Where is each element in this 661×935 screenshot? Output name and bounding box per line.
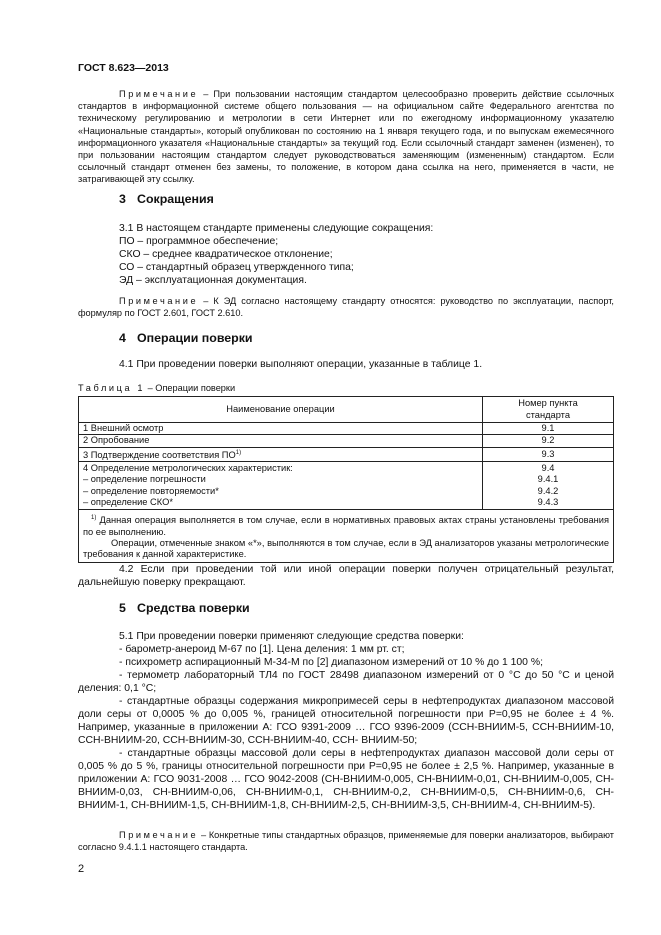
operation-subitem: – определение СКО* (83, 496, 173, 507)
means-item: - барометр-анероид М-67 по [1]. Цена деления: 1 мм рт. ст; (119, 644, 405, 655)
footnote-mark: 1) (91, 515, 97, 522)
header-line: стандарта (526, 409, 570, 420)
operation-name: 4 Определение метрологических характеристик: (83, 462, 293, 473)
operation-number: 9.4.2 (537, 485, 559, 496)
page-number: 2 (78, 863, 85, 875)
means-intro: 5.1 При проведении поверки применяют следующие средства поверки: (119, 631, 464, 642)
document-id: ГОСТ 8.623—2013 (78, 62, 169, 74)
note-label: Примечание (119, 296, 199, 306)
abbreviations-list (119, 222, 614, 287)
note-label: Примечание (119, 89, 199, 99)
operation-name: 3 Подтверждение соответствия ПО (83, 449, 236, 460)
table-caption-text: – Операции поверки (145, 383, 236, 393)
header-line: Номер пункта (518, 398, 578, 409)
operation-number: 9.2 (483, 435, 614, 447)
means-item: - стандартные образцы массовой доли серы в нефтепродуктах диапазон массовой доли серы от 0,005 % до 5 %, границы относительной погрешности при P=0,95 не более ± 2,5 %. Например, указанные в приложении А: ГСО 9031-2008 … ГСО 9042-2008 (СН-ВНИИМ-0,005, СН-ВНИИМ-0,01, СН-ВНИИМ-0,005, СН-ВНИИМ-0,03, СН-ВНИИМ-0,06, СН-ВНИИМ-0,1, СН-ВНИИМ-0,2, СН-ВНИИМ-0,5, СН-ВНИИМ-0,6, СН-ВНИИМ-1, СН-ВНИИМ-1,5, СН-ВНИИМ-1,8, СН-ВНИИМ-2,5, СН-ВНИИМ-3,5, СН-ВНИИМ-4, СН-ВНИИМ-5). (78, 748, 614, 811)
operation-number: 9.4.3 (537, 496, 559, 507)
abbr-item: СО – стандартный образец утвержденного типа; (119, 262, 354, 273)
table-header-number (483, 397, 614, 423)
table-footnote-1 (83, 513, 609, 538)
footnote-ref: 1) (235, 449, 242, 456)
section-number: 3 (119, 192, 126, 206)
table-row (79, 447, 614, 461)
operation-name: 2 Опробование (79, 435, 483, 447)
note-text: – Конкретные типы стандартных образцов, применяемые для поверки анализаторов, выбирают согласно 9.4.1.1 настоящего стандарта. (78, 830, 614, 853)
table-caption-label: Таблица 1 (78, 383, 146, 393)
verification-means (78, 630, 614, 812)
operation-name: 1 Внешний осмотр (79, 423, 483, 435)
section-3-heading (119, 192, 214, 206)
paragraph-4-2 (78, 563, 614, 589)
operation-number: 9.4 (541, 462, 555, 473)
means-item: - психрометр аспирационный М-34-М по [2] диапазоном измерений от 10 % до 1 100 %; (119, 657, 543, 668)
footnote-text: Данная операция выполняется в том случае, если в нормативных правовых актах страны установлены требования по ее выполнению. (83, 515, 609, 537)
section-title: Сокращения (137, 192, 214, 206)
operation-number: 9.4.1 (537, 474, 559, 485)
abbr-item: ПО – программное обеспечение; (119, 236, 279, 247)
abbr-intro: 3.1 В настоящем стандарте применены следующие сокращения: (119, 223, 434, 234)
table-row-group (79, 461, 614, 509)
note-standard-samples (78, 829, 614, 853)
section-title: Средства поверки (137, 601, 250, 615)
table-caption (78, 382, 614, 394)
note-text: – К ЭД согласно настоящему стандарту относятся: руководство по эксплуатации, паспорт, формуляр по ГОСТ 2.601, ГОСТ 2.610. (78, 296, 614, 319)
table-footnote-cell (79, 510, 614, 563)
note-label: Примечание (119, 830, 199, 840)
operation-group-names (79, 461, 483, 509)
table-footnote-2: Операции, отмеченные знаком «*», выполняются в том случае, если в ЭД анализаторов указаны метрологические требования к данной характеристике. (83, 537, 609, 560)
note-text: – При пользовании настоящим стандартом целесообразно проверить действие ссылочных стандартов в информационной системе общего пользования — на официальном сайте Федерального агентства по техническому регулированию и метрологии в сети Интернет или по ежегодному информационному указателю «Национальные стандарты», который опубликован по состоянию на 1 января текущего года, и по выпускам ежемесячного информационного указателя «Национальные стандарты» за текущий год. Если ссылочный стандарт заменен (изменен), то при пользовании настоящим стандартом следует руководствоваться заменяющим (измененным) стандартом. Если ссылочный стандарт отменен без замены, то положение, в котором дана ссылка на него, применяется в части, не затрагивающей эту ссылку. (78, 89, 614, 185)
means-item: - термометр лабораторный ТЛ4 по ГОСТ 28498 диапазоном измерений от 0 °С до 50 °С и ценой деления: 0,1 °С; (78, 670, 614, 694)
section-title: Операции поверки (137, 331, 253, 345)
abbr-item: ЭД – эксплуатационная документация. (119, 275, 307, 286)
operation-name-cell (79, 447, 483, 461)
ops-intro: 4.1 При проведении поверки выполняют операции, указанные в таблице 1. (119, 359, 483, 370)
section-number: 4 (119, 331, 126, 345)
operation-subitem: – определение повторяемости* (83, 485, 219, 496)
operation-group-numbers (483, 461, 614, 509)
table-row (79, 423, 614, 435)
operation-subitem: – определение погрешности (83, 474, 206, 485)
table-row (79, 435, 614, 447)
operation-number: 9.1 (483, 423, 614, 435)
section-number: 5 (119, 601, 126, 615)
operations-table (78, 396, 614, 563)
note-ed (78, 295, 614, 319)
section-4-heading (119, 331, 253, 345)
means-item: - стандартные образцы содержания микропримесей серы в нефтепродуктах диапазоном массовой доли серы от 0,0005 % до 0,005 %, границей относительной погрешности при P=0,95 не более ± 4 %. Например, указанные в приложении А: ГСО 9391-2009 … ГСО 9396-2009 (ССН-ВНИИМ-5, ССН-ВНИИМ-10, ССН-ВНИИМ-20, ССН-ВНИИМ-30, ССН-ВНИИМ-40, ССН- ВНИИМ-50; (78, 696, 614, 746)
table-footnotes (79, 510, 614, 563)
note-standards-check (78, 88, 614, 186)
abbr-item: СКО – среднее квадратическое отклонение; (119, 249, 333, 260)
paragraph-text: 4.2 Если при проведении той или иной операции поверки получен отрицательный результат, дальнейшую поверку прекращают. (78, 564, 614, 588)
operation-number: 9.3 (483, 447, 614, 461)
section-5-heading (119, 601, 250, 615)
table-header-name: Наименование операции (79, 397, 483, 423)
